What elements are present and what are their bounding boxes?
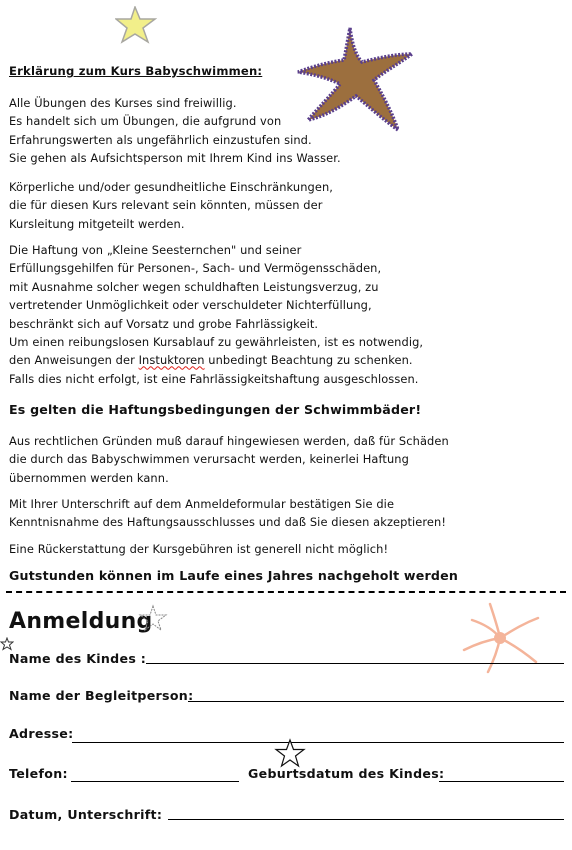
address-field[interactable] [72,742,564,743]
child-name-label: Name des Kindes : [9,651,147,666]
signature-field[interactable] [168,819,564,820]
signature-label: Datum, Unterschrift: [9,807,163,822]
companion-name-field[interactable] [188,701,564,702]
birthdate-label: Geburtsdatum des Kindes: [248,766,445,781]
star-outline-icon [138,604,168,632]
misspelled-word: Instuktoren [138,353,205,368]
phone-field[interactable] [71,781,239,782]
star-outline-icon [0,637,14,651]
star-icon-yellow [115,6,157,44]
child-name-field[interactable] [146,663,564,664]
star-outline-icon [274,738,306,768]
paragraph-legal: Aus rechtlichen Gründen muß darauf hingewiesen werden, daß für Schäden die durch das Babyschwimmen verursacht werden, keinerlei Haftung übernommen werden kann. [9,434,449,485]
form-title: Anmeldung [9,609,153,634]
make-up-lessons-note: Gutstunden können im Laufe eines Jahres nachgeholt werden [9,568,459,583]
pool-conditions-heading: Es gelten die Haftungsbedingungen der Schwimmbäder! [9,402,422,417]
paragraph-voluntary: Alle Übungen des Kurses sind freiwillig. Es handelt sich um Übungen, die aufgrund von Erfahrungswerten als ungefährlich einzustufen sind. Sie gehen als Aufsichtsperson mit Ihrem Kind ins Wasser. [9,96,341,166]
starfish-icon-pink [458,600,544,676]
address-label: Adresse: [9,726,74,741]
paragraph-signature-confirm: Mit Ihrer Unterschrift auf dem Anmeldeformular bestätigen Sie die Kenntnisnahme des Haftungsausschlusses und daß Sie diesen akzeptieren! [9,497,447,530]
paragraph-refund: Eine Rückerstattung der Kursgebühren ist generell nicht möglich! [9,542,389,556]
paragraph-health: Körperliche und/oder gesundheitliche Einschränkungen, die für diesen Kurs relevant sein könnten, müssen der Kursleitung mitgeteilt werden. [9,180,334,231]
phone-label: Telefon: [9,766,68,781]
form-divider [6,591,566,593]
birthdate-field[interactable] [439,781,564,782]
explanation-heading: Erklärung zum Kurs Babyschwimmen: [9,64,263,78]
companion-name-label: Name der Begleitperson: [9,688,194,703]
paragraph-liability: Die Haftung von „Kleine Seesternchen" und seiner Erfüllungsgehilfen für Personen-, Sach- und Vermögensschäden, mit Ausnahme solcher wegen schuldhaften Leistungsverzug, zu vertretender Unmöglichkeit oder verschuldeter Nichterfüllung, beschränkt sich auf Vorsatz und grobe Fahrlässigkeit. Um einen reibungslosen Kursablauf zu gewährleisten, ist es notwendig, den Anweisungen der Instuktoren unbedingt Beachtung zu schenken. Falls dies nicht erfolgt, ist eine Fahrlässigkeitshaftung ausgeschlossen. [9,243,424,386]
